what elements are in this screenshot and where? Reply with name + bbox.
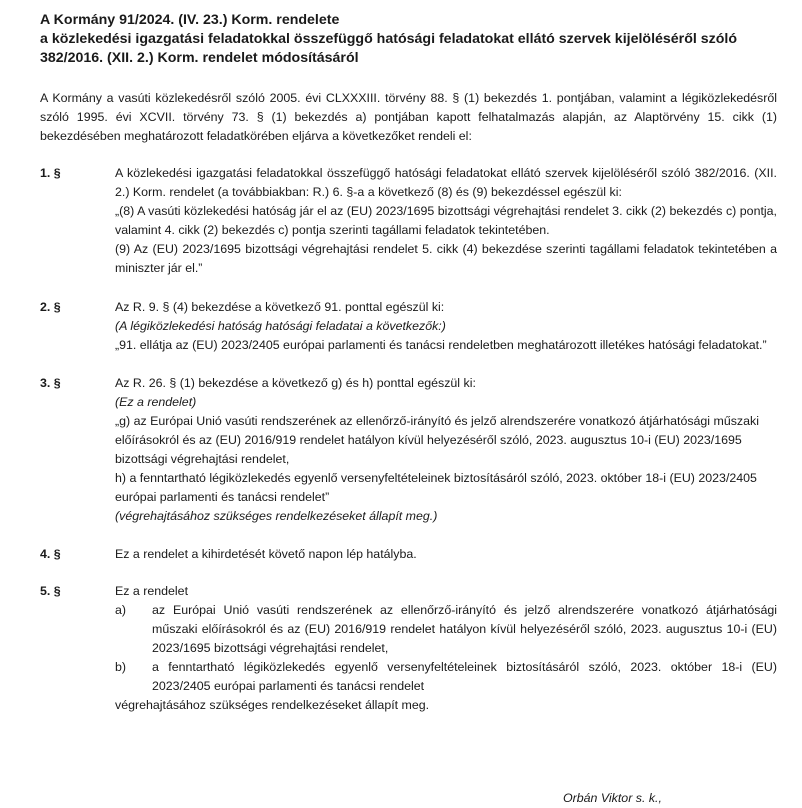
section-number: 5. § (40, 584, 61, 598)
item-letter: a) (115, 603, 127, 617)
section-number: 2. § (40, 300, 61, 314)
section-intro: Az R. 9. § (4) bekezdése a következő 91. ponttal egészül ki: (115, 300, 445, 314)
section-5 (40, 582, 777, 715)
preamble: A Kormány a vasúti közlekedésről szóló 2005. évi CLXXXIII. törvény 88. § (1) bekezdés 1. pontjában, valamint a légiközlekedésről szóló 1995. évi XCVII. törvény 73. § (1) bekezdés a) pontjában kapott felhatalmazás alapján, az Alaptörvény 15. cikk (1) bekezdésében meghatározott feladatkörében eljárva a következőket rendeli el: (40, 91, 777, 143)
section-number: 3. § (40, 376, 61, 390)
item-text: az Európai Unió vasúti rendszerének az ellenőrző-irányító és jelző alrendszerére vonatkozó átjárhatósági műszaki előírásokról és az (EU) 2016/919 rendelet hatályon kívül helyezéséről szóló, 2023. augusztus 10-i (EU) 2023/1695 bizottsági végrehajtási rendelet, (152, 603, 777, 655)
section-number: 4. § (40, 547, 61, 561)
point-g: „g) az Európai Unió vasúti rendszerének az ellenőrző-irányító és jelző alrendszerére vonatkozó átjárhatósági műszaki előírásokról és az (EU) 2016/919 rendelet hatályon kívül helyezéséről szóló, 2023. augusztus 10-i (EU) 2023/1695 bizottsági végrehajtási rendelet, (115, 414, 759, 466)
section-intro: A közlekedési igazgatási feladatokkal összefüggő hatósági feladatokat ellátó szervek kijelöléséről szóló 382/2016. (XII. 2.) Korm. rendelet (a továbbiakban: R.) 6. §-a a következő (8) és (9) bekezdéssel egészül ki: (115, 166, 777, 199)
title-line-1: A Kormány 91/2024. (IV. 23.) Korm. rendelete (40, 12, 340, 28)
title-line-3: 382/2016. (XII. 2.) Korm. rendelet módosításáról (40, 50, 359, 66)
paragraph-8: „(8) A vasúti közlekedési hatóság jár el az (EU) 2023/1695 bizottsági végrehajtási rendelet 3. cikk (2) bekezdés c) pontja, valamint 4. cikk (2) bekezdés c) pontja szerinti tagállami feladatok tekintetében. (115, 204, 777, 237)
document-title (40, 11, 777, 68)
section-4 (40, 545, 777, 564)
section-3 (40, 374, 777, 526)
section-number: 1. § (40, 166, 61, 180)
paragraph-9: (9) Az (EU) 2023/1695 bizottsági végrehajtási rendelet 5. cikk (4) bekezdése szerinti tagállami feladatok tekintetében a miniszter jár el.” (115, 242, 777, 275)
section-1 (40, 164, 777, 278)
title-line-2: a közlekedési igazgatási feladatokkal összefüggő hatósági feladatokat ellátó szervek kijelöléséről szóló (40, 31, 738, 47)
list-item-a (115, 601, 777, 658)
point-91: „91. ellátja az (EU) 2023/2405 európai parlamenti és tanácsi rendeletben meghatározott illetékes hatósági feladatokat.” (115, 338, 767, 352)
section-body (115, 545, 777, 564)
section-closing: végrehajtásához szükséges rendelkezéseket állapít meg. (115, 698, 430, 712)
section-body (115, 298, 777, 355)
section-text: Ez a rendelet a kihirdetését követő napon lép hatályba. (115, 547, 417, 561)
section-intro: Az R. 26. § (1) bekezdése a következő g) és h) ponttal egészül ki: (115, 376, 476, 390)
section-heading: (Ez a rendelet) (115, 395, 197, 409)
section-body (115, 374, 777, 526)
section-body (115, 164, 777, 278)
section-intro: Ez a rendelet (115, 584, 189, 598)
list-item-b (115, 658, 777, 696)
item-letter: b) (115, 660, 127, 674)
section-2 (40, 298, 777, 355)
document-page (40, 11, 777, 715)
section-heading: (A légiközlekedési hatóság hatósági feladatai a következők:) (115, 319, 446, 333)
signature: Orbán Viktor s. k., (563, 791, 662, 805)
point-h: h) a fenntartható légiközlekedés egyenlő versenyfeltételeinek biztosításáról szóló, 2023. október 18-i (EU) 2023/2405 európai parlamenti és tanácsi rendelet” (115, 471, 757, 504)
section-closing: (végrehajtásához szükséges rendelkezéseket állapít meg.) (115, 509, 438, 523)
item-text: a fenntartható légiközlekedés egyenlő versenyfeltételeinek biztosításáról szóló, 2023. október 18-i (EU) 2023/2405 európai parlamenti és tanácsi rendelet (152, 660, 777, 693)
section-body (115, 582, 777, 715)
